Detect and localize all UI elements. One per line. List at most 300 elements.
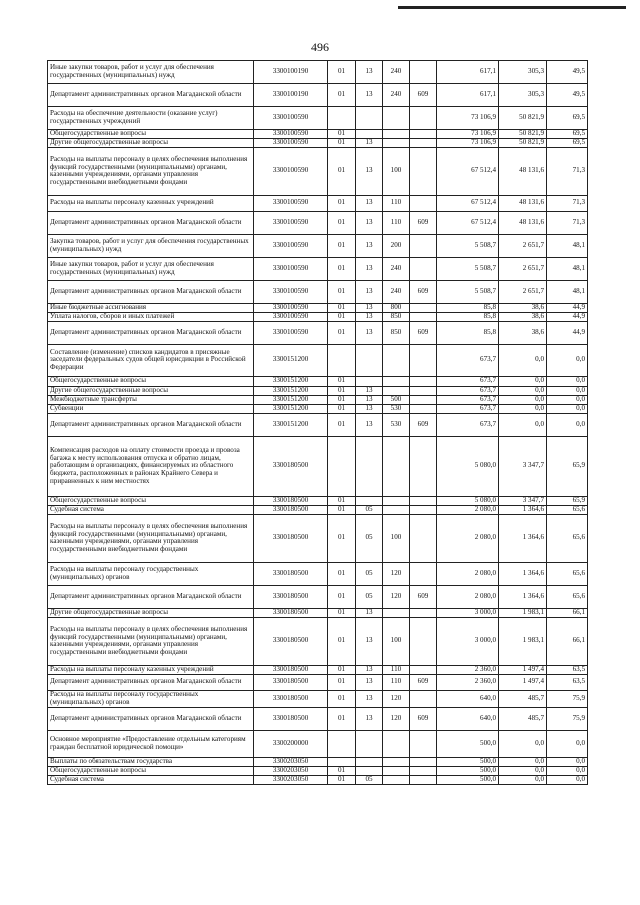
cell-sec — [328, 436, 356, 496]
cell-name: Расходы на выплаты персоналу казенных учреждений — [48, 665, 254, 674]
cell-pct: 71,3 — [547, 211, 588, 234]
cell-code: 3300180500 — [254, 665, 328, 674]
cell-v2: 1 364,6 — [499, 514, 547, 562]
cell-sub: 05 — [356, 585, 383, 608]
cell-gr: 609 — [410, 211, 437, 234]
cell-sub — [356, 376, 383, 386]
cell-pct: 65,6 — [547, 514, 588, 562]
cell-code: 3300180500 — [254, 690, 328, 707]
cell-sub: 13 — [356, 665, 383, 674]
cell-pct: 44,9 — [547, 312, 588, 321]
cell-gr — [410, 395, 437, 404]
cell-vr: 200 — [383, 234, 410, 257]
table-row — [48, 107, 588, 130]
cell-code: 3300180500 — [254, 496, 328, 505]
cell-code: 3300100590 — [254, 107, 328, 130]
cell-code: 3300151200 — [254, 413, 328, 436]
cell-v2: 0,0 — [499, 757, 547, 766]
cell-name: Выплаты по обязательствам государства — [48, 757, 254, 766]
table-row — [48, 665, 588, 674]
cell-vr: 240 — [383, 84, 410, 107]
cell-v1: 3 000,0 — [437, 617, 499, 665]
cell-pct: 71,3 — [547, 195, 588, 211]
cell-vr — [383, 436, 410, 496]
cell-code: 3300100590 — [254, 130, 328, 139]
table-row — [48, 195, 588, 211]
cell-sec: 01 — [328, 496, 356, 505]
cell-name: Департамент административных органов Магаданской области — [48, 413, 254, 436]
cell-v2: 0,0 — [499, 395, 547, 404]
table-row — [48, 730, 588, 757]
cell-vr: 110 — [383, 195, 410, 211]
cell-sec: 01 — [328, 61, 356, 84]
cell-code: 3300100190 — [254, 84, 328, 107]
cell-code: 3300180500 — [254, 617, 328, 665]
cell-code: 3300151200 — [254, 404, 328, 413]
cell-sub: 13 — [356, 386, 383, 395]
cell-vr: 530 — [383, 404, 410, 413]
cell-name: Закупка товаров, работ и услуг для обеспечения государственных (муниципальных) нужд — [48, 234, 254, 257]
cell-v1: 5 080,0 — [437, 436, 499, 496]
cell-v2: 2 651,7 — [499, 234, 547, 257]
cell-v1: 5 508,7 — [437, 280, 499, 303]
cell-code: 3300100590 — [254, 139, 328, 148]
cell-gr — [410, 303, 437, 312]
cell-v1: 617,1 — [437, 61, 499, 84]
cell-sub — [356, 130, 383, 139]
cell-name: Расходы на выплаты персоналу государственных (муниципальных) органов — [48, 562, 254, 585]
cell-pct: 63,5 — [547, 674, 588, 690]
cell-sub: 13 — [356, 84, 383, 107]
cell-sec: 01 — [328, 312, 356, 321]
cell-v1: 67 512,4 — [437, 211, 499, 234]
table-row — [48, 321, 588, 344]
cell-code: 3300100590 — [254, 195, 328, 211]
cell-vr: 800 — [383, 303, 410, 312]
cell-v1: 673,7 — [437, 413, 499, 436]
cell-code: 3300151200 — [254, 395, 328, 404]
cell-gr — [410, 312, 437, 321]
cell-gr — [410, 730, 437, 757]
cell-vr: 110 — [383, 211, 410, 234]
cell-v1: 3 000,0 — [437, 608, 499, 617]
cell-sub: 13 — [356, 303, 383, 312]
cell-v1: 673,7 — [437, 404, 499, 413]
cell-v2: 1 364,6 — [499, 585, 547, 608]
cell-sub: 13 — [356, 707, 383, 730]
cell-sub: 13 — [356, 312, 383, 321]
cell-pct: 44,9 — [547, 321, 588, 344]
table-row — [48, 562, 588, 585]
cell-v1: 73 106,9 — [437, 139, 499, 148]
cell-v2: 0,0 — [499, 376, 547, 386]
cell-code: 3300100590 — [254, 147, 328, 195]
cell-pct: 0,0 — [547, 757, 588, 766]
cell-code: 3300151200 — [254, 376, 328, 386]
cell-name: Общегосударственные вопросы — [48, 130, 254, 139]
cell-gr — [410, 139, 437, 148]
cell-sub: 13 — [356, 395, 383, 404]
cell-v1: 640,0 — [437, 707, 499, 730]
cell-gr — [410, 665, 437, 674]
cell-code: 3300180500 — [254, 436, 328, 496]
table-row — [48, 280, 588, 303]
cell-sub — [356, 496, 383, 505]
cell-pct: 75,9 — [547, 707, 588, 730]
cell-gr — [410, 562, 437, 585]
cell-vr: 850 — [383, 321, 410, 344]
cell-name: Межбюджетные трансферты — [48, 395, 254, 404]
cell-pct: 65,6 — [547, 505, 588, 514]
cell-vr — [383, 496, 410, 505]
cell-pct: 0,0 — [547, 413, 588, 436]
cell-sec: 01 — [328, 562, 356, 585]
cell-vr: 120 — [383, 585, 410, 608]
cell-sub: 13 — [356, 61, 383, 84]
cell-v2: 50 821,9 — [499, 139, 547, 148]
cell-v1: 640,0 — [437, 690, 499, 707]
cell-pct: 48,1 — [547, 257, 588, 280]
table-row — [48, 376, 588, 386]
cell-code: 3300180500 — [254, 505, 328, 514]
cell-sub: 05 — [356, 514, 383, 562]
cell-vr: 110 — [383, 674, 410, 690]
cell-name: Составление (изменение) списков кандидатов в присяжные заседатели федеральных судов общей юрисдикции в Российской Федерации — [48, 344, 254, 376]
cell-sec — [328, 757, 356, 766]
cell-pct: 0,0 — [547, 404, 588, 413]
cell-sub: 13 — [356, 413, 383, 436]
cell-v2: 1 497,4 — [499, 674, 547, 690]
cell-sec: 01 — [328, 303, 356, 312]
cell-pct: 0,0 — [547, 386, 588, 395]
cell-code: 3300100590 — [254, 280, 328, 303]
cell-sub: 13 — [356, 139, 383, 148]
cell-v2: 1 983,1 — [499, 608, 547, 617]
cell-vr: 240 — [383, 280, 410, 303]
cell-vr — [383, 775, 410, 784]
cell-code: 3300200000 — [254, 730, 328, 757]
cell-sec: 01 — [328, 674, 356, 690]
cell-sec: 01 — [328, 147, 356, 195]
cell-pct: 69,5 — [547, 139, 588, 148]
table-row — [48, 707, 588, 730]
cell-sub — [356, 730, 383, 757]
cell-v2: 3 347,7 — [499, 436, 547, 496]
cell-gr — [410, 514, 437, 562]
cell-v2: 305,3 — [499, 61, 547, 84]
cell-v1: 85,8 — [437, 303, 499, 312]
cell-sec: 01 — [328, 505, 356, 514]
table-row — [48, 344, 588, 376]
table-row — [48, 303, 588, 312]
cell-vr: 100 — [383, 514, 410, 562]
cell-vr: 120 — [383, 562, 410, 585]
cell-v2: 1 983,1 — [499, 617, 547, 665]
cell-sec: 01 — [328, 690, 356, 707]
cell-code: 3300180500 — [254, 707, 328, 730]
cell-vr — [383, 505, 410, 514]
cell-v2: 38,6 — [499, 303, 547, 312]
cell-gr: 609 — [410, 413, 437, 436]
cell-name: Уплата налогов, сборов и иных платежей — [48, 312, 254, 321]
cell-vr: 240 — [383, 257, 410, 280]
table-row — [48, 496, 588, 505]
cell-code: 3300180500 — [254, 562, 328, 585]
cell-sub: 13 — [356, 147, 383, 195]
cell-sec: 01 — [328, 195, 356, 211]
cell-v1: 2 080,0 — [437, 505, 499, 514]
cell-code: 3300151200 — [254, 386, 328, 395]
cell-v2: 485,7 — [499, 707, 547, 730]
table-row — [48, 436, 588, 496]
cell-code: 3300100590 — [254, 312, 328, 321]
cell-sub: 13 — [356, 211, 383, 234]
cell-pct: 65,9 — [547, 496, 588, 505]
cell-v1: 73 106,9 — [437, 130, 499, 139]
cell-name: Департамент административных органов Магаданской области — [48, 707, 254, 730]
cell-v1: 67 512,4 — [437, 147, 499, 195]
cell-sec: 01 — [328, 608, 356, 617]
cell-pct: 71,3 — [547, 147, 588, 195]
header-rule — [398, 6, 626, 9]
table-row — [48, 312, 588, 321]
cell-v1: 2 360,0 — [437, 674, 499, 690]
cell-v1: 500,0 — [437, 757, 499, 766]
cell-pct: 65,6 — [547, 585, 588, 608]
cell-sub: 13 — [356, 280, 383, 303]
cell-code: 3300203050 — [254, 766, 328, 775]
budget-table — [47, 60, 588, 785]
cell-pct: 0,0 — [547, 775, 588, 784]
cell-name: Другие общегосударственные вопросы — [48, 139, 254, 148]
table-row — [48, 147, 588, 195]
cell-gr — [410, 147, 437, 195]
cell-name: Судебная система — [48, 505, 254, 514]
cell-gr — [410, 386, 437, 395]
cell-pct: 66,1 — [547, 617, 588, 665]
table-row — [48, 130, 588, 139]
cell-name: Иные закупки товаров, работ и услуг для обеспечения государственных (муниципальных) нужд — [48, 257, 254, 280]
table-row — [48, 608, 588, 617]
cell-sub: 13 — [356, 690, 383, 707]
cell-sec: 01 — [328, 617, 356, 665]
cell-sec: 01 — [328, 84, 356, 107]
cell-name: Общегосударственные вопросы — [48, 496, 254, 505]
cell-v2: 3 347,7 — [499, 496, 547, 505]
table-row — [48, 505, 588, 514]
cell-v2: 2 651,7 — [499, 280, 547, 303]
cell-sub — [356, 757, 383, 766]
cell-sub — [356, 107, 383, 130]
table-row — [48, 257, 588, 280]
cell-gr — [410, 757, 437, 766]
cell-gr — [410, 608, 437, 617]
cell-code: 3300100590 — [254, 303, 328, 312]
cell-v1: 673,7 — [437, 344, 499, 376]
table-row — [48, 757, 588, 766]
cell-gr — [410, 775, 437, 784]
cell-code: 3300100590 — [254, 257, 328, 280]
cell-pct: 0,0 — [547, 395, 588, 404]
cell-gr — [410, 234, 437, 257]
cell-v2: 38,6 — [499, 321, 547, 344]
cell-vr — [383, 730, 410, 757]
cell-v1: 85,8 — [437, 321, 499, 344]
cell-sub: 05 — [356, 562, 383, 585]
cell-pct: 63,5 — [547, 665, 588, 674]
cell-vr — [383, 386, 410, 395]
cell-sec — [328, 107, 356, 130]
cell-sub: 13 — [356, 617, 383, 665]
cell-name: Общегосударственные вопросы — [48, 376, 254, 386]
cell-vr — [383, 139, 410, 148]
cell-vr — [383, 107, 410, 130]
cell-v1: 500,0 — [437, 775, 499, 784]
table-row — [48, 674, 588, 690]
cell-pct: 0,0 — [547, 730, 588, 757]
table-row — [48, 395, 588, 404]
cell-v1: 500,0 — [437, 766, 499, 775]
cell-vr: 240 — [383, 61, 410, 84]
cell-vr — [383, 130, 410, 139]
cell-pct: 48,1 — [547, 280, 588, 303]
cell-name: Судебная система — [48, 775, 254, 784]
cell-v2: 38,6 — [499, 312, 547, 321]
cell-v2: 48 131,6 — [499, 211, 547, 234]
cell-name: Другие общегосударственные вопросы — [48, 386, 254, 395]
cell-pct: 75,9 — [547, 690, 588, 707]
cell-v2: 48 131,6 — [499, 195, 547, 211]
cell-sec: 01 — [328, 707, 356, 730]
cell-v1: 673,7 — [437, 376, 499, 386]
table-body — [48, 61, 588, 785]
cell-v1: 2 080,0 — [437, 514, 499, 562]
cell-vr: 110 — [383, 665, 410, 674]
cell-vr — [383, 344, 410, 376]
cell-sec — [328, 730, 356, 757]
cell-gr — [410, 436, 437, 496]
cell-code: 3300151200 — [254, 344, 328, 376]
cell-sub — [356, 766, 383, 775]
table-row — [48, 585, 588, 608]
cell-v1: 2 360,0 — [437, 665, 499, 674]
cell-v2: 2 651,7 — [499, 257, 547, 280]
cell-pct: 0,0 — [547, 766, 588, 775]
cell-gr — [410, 617, 437, 665]
cell-gr — [410, 107, 437, 130]
cell-v2: 485,7 — [499, 690, 547, 707]
cell-v2: 48 131,6 — [499, 147, 547, 195]
cell-sec: 01 — [328, 585, 356, 608]
cell-name: Департамент административных органов Магаданской области — [48, 280, 254, 303]
table-row — [48, 211, 588, 234]
cell-name: Субвенции — [48, 404, 254, 413]
cell-v2: 50 821,9 — [499, 130, 547, 139]
cell-v1: 5 508,7 — [437, 234, 499, 257]
cell-name: Расходы на выплаты персоналу в целях обеспечения выполнения функций государственными (муниципальными) органами, казенными учреждениями, органами управления государственными внебюджетными фондами — [48, 147, 254, 195]
cell-gr: 609 — [410, 585, 437, 608]
page-number: 496 — [311, 40, 329, 54]
cell-gr — [410, 505, 437, 514]
cell-vr — [383, 757, 410, 766]
cell-vr: 100 — [383, 147, 410, 195]
cell-sec: 01 — [328, 386, 356, 395]
cell-name: Расходы на выплаты персоналу в целях обеспечения выполнения функций государственными (муниципальными) органами, казенными учреждениями, органами управления государственными внебюджетными фондами — [48, 617, 254, 665]
table-row — [48, 766, 588, 775]
cell-pct: 0,0 — [547, 344, 588, 376]
cell-code: 3300203050 — [254, 775, 328, 784]
cell-sec: 01 — [328, 376, 356, 386]
cell-v2: 50 821,9 — [499, 107, 547, 130]
cell-pct: 48,1 — [547, 234, 588, 257]
cell-sec: 01 — [328, 665, 356, 674]
cell-name: Общегосударственные вопросы — [48, 766, 254, 775]
table-row — [48, 413, 588, 436]
cell-sub: 13 — [356, 674, 383, 690]
cell-gr — [410, 195, 437, 211]
cell-code: 3300180500 — [254, 674, 328, 690]
cell-v1: 617,1 — [437, 84, 499, 107]
cell-vr: 530 — [383, 413, 410, 436]
cell-vr — [383, 376, 410, 386]
cell-sub: 13 — [356, 257, 383, 280]
cell-v1: 500,0 — [437, 730, 499, 757]
table-row — [48, 775, 588, 784]
cell-gr — [410, 404, 437, 413]
cell-name: Департамент административных органов Магаданской области — [48, 674, 254, 690]
cell-v2: 0,0 — [499, 413, 547, 436]
cell-gr — [410, 257, 437, 280]
cell-name: Расходы на выплаты персоналу в целях обеспечения выполнения функций государственными (муниципальными) органами, казенными учреждениями, органами управления государственными внебюджетными фондами — [48, 514, 254, 562]
cell-name: Департамент административных органов Магаданской области — [48, 585, 254, 608]
cell-sec: 01 — [328, 321, 356, 344]
cell-v1: 5 508,7 — [437, 257, 499, 280]
cell-pct: 69,5 — [547, 130, 588, 139]
cell-code: 3300100590 — [254, 321, 328, 344]
cell-name: Компенсация расходов на оплату стоимости проезда и провоза багажа к месту использования отпуска и обратно лицам, работающим в организациях, финансируемых из областного бюджета, расположенных в районах Крайнего Севера и приравненных к ним местностях — [48, 436, 254, 496]
cell-vr: 500 — [383, 395, 410, 404]
cell-sec: 01 — [328, 211, 356, 234]
cell-sub: 13 — [356, 321, 383, 344]
cell-code: 3300180500 — [254, 608, 328, 617]
cell-pct: 49,5 — [547, 84, 588, 107]
cell-gr — [410, 496, 437, 505]
cell-gr: 609 — [410, 707, 437, 730]
cell-code: 3300180500 — [254, 514, 328, 562]
cell-v1: 2 080,0 — [437, 585, 499, 608]
cell-sub — [356, 344, 383, 376]
cell-vr: 850 — [383, 312, 410, 321]
cell-name: Департамент административных органов Магаданской области — [48, 211, 254, 234]
cell-name: Департамент административных органов Магаданской области — [48, 321, 254, 344]
cell-pct: 49,5 — [547, 61, 588, 84]
cell-v2: 0,0 — [499, 404, 547, 413]
cell-gr — [410, 690, 437, 707]
cell-sec: 01 — [328, 257, 356, 280]
cell-v2: 1 364,6 — [499, 505, 547, 514]
cell-sub: 13 — [356, 608, 383, 617]
cell-gr: 609 — [410, 84, 437, 107]
table-row — [48, 617, 588, 665]
cell-sec: 01 — [328, 395, 356, 404]
cell-gr — [410, 766, 437, 775]
cell-v1: 85,8 — [437, 312, 499, 321]
cell-sec: 01 — [328, 139, 356, 148]
cell-sub: 05 — [356, 505, 383, 514]
cell-name: Иные бюджетные ассигнования — [48, 303, 254, 312]
cell-v2: 305,3 — [499, 84, 547, 107]
cell-v2: 1 364,6 — [499, 562, 547, 585]
